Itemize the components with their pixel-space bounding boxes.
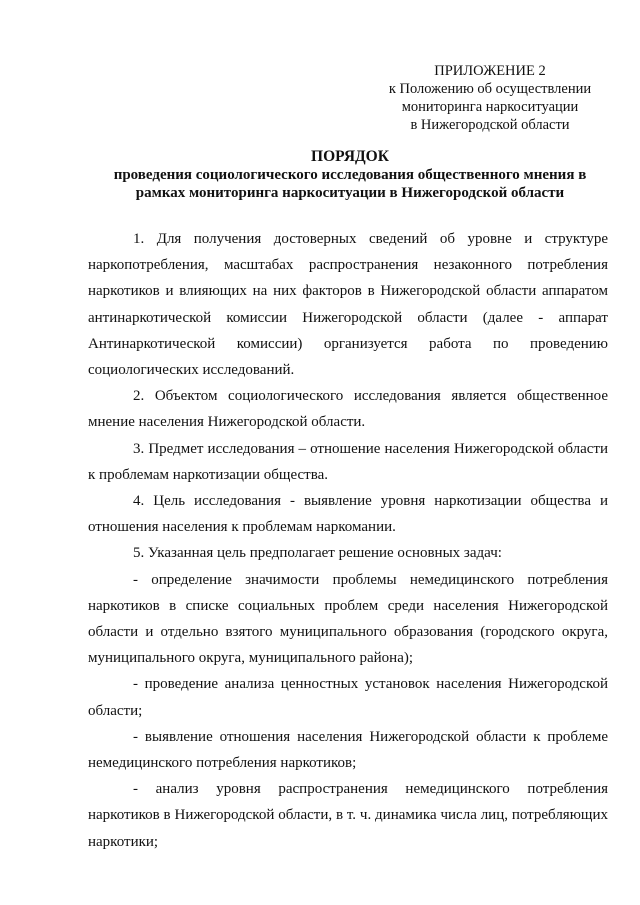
appendix-line: к Положению об осуществлении	[388, 81, 592, 97]
document-subtitle-line: проведения социологического исследования общественного мнения в	[113, 167, 587, 183]
paragraph-5: 5. Указанная цель предполагает решение основных задач:	[133, 545, 502, 562]
document-title: ПОРЯДОК	[311, 148, 389, 165]
appendix-block	[360, 62, 620, 134]
appendix-line: ПРИЛОЖЕНИЕ 2	[434, 63, 546, 79]
paragraph-3: 3. Предмет исследования – отношение населения Нижегородской области к проблемам наркотизации общества.	[88, 440, 608, 483]
appendix-line: мониторинга наркоситуации	[401, 99, 579, 115]
task-item: - анализ уровня распространения немедицинского потребления наркотиков в Нижегородской области, в т. ч. динамика числа лиц, потребляющих наркотики;	[88, 781, 608, 850]
document-heading	[60, 148, 640, 202]
task-item: - определение значимости проблемы немедицинского потребления наркотиков в списке социальных проблем среди населения Нижегородской области и отдельно взятого муниципального образования (городского округа, муниципального округа, муниципального района);	[88, 571, 608, 667]
paragraph-2: 2. Объектом социологического исследования является общественное мнение населения Нижегородской области.	[88, 388, 608, 431]
document-subtitle-line: рамках мониторинга наркоситуации в Нижегородской области	[135, 185, 565, 201]
task-item: - проведение анализа ценностных установок населения Нижегородской области;	[88, 676, 608, 719]
document-body	[88, 226, 608, 855]
appendix-line: в Нижегородской области	[410, 117, 570, 133]
task-item: - выявление отношения населения Нижегородской области к проблеме немедицинского потребления наркотиков;	[88, 728, 608, 772]
paragraph-4: 4. Цель исследования - выявление уровня наркотизации общества и отношения населения к проблемам наркомании.	[88, 493, 608, 536]
paragraph-1: 1. Для получения достоверных сведений об уровне и структуре наркопотребления, масштабах распространения незаконного потребления наркотиков и влияющих на них факторов в Нижегородской области аппаратом антинаркотической комиссии Нижегородской области (далее - аппарат Антинаркотической комиссии) организуется работа по проведению социологических исследований.	[88, 231, 608, 379]
